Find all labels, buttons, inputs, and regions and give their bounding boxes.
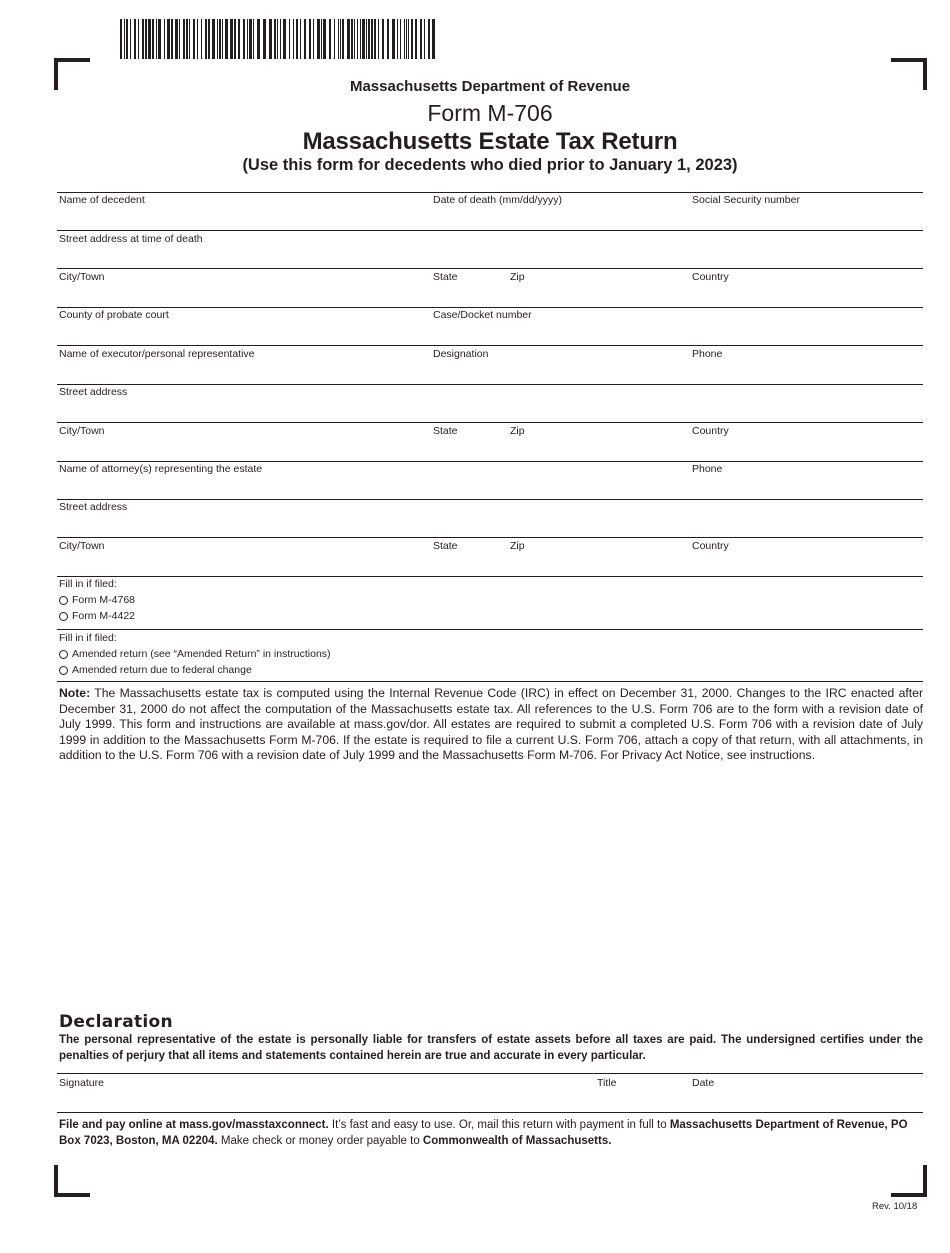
field-rule (57, 499, 923, 500)
decedent-state-field[interactable]: State (433, 271, 458, 283)
decedent-zip-field[interactable]: Zip (510, 271, 525, 283)
executor-country-field[interactable]: Country (692, 425, 729, 437)
amended-federal-change-radio[interactable] (59, 664, 252, 677)
field-rule (57, 192, 923, 193)
amended-heading: Fill in if filed: (59, 632, 117, 644)
executor-zip-field[interactable]: Zip (510, 425, 525, 437)
form-m-4768-radio[interactable] (59, 594, 135, 607)
footer-instructions (59, 1117, 923, 1149)
attorney-city-field[interactable]: City/Town (59, 540, 105, 552)
barcode (120, 19, 438, 59)
attorney-street-field[interactable]: Street address (59, 501, 128, 513)
note-lead: Note: (59, 686, 91, 700)
field-rule (57, 461, 923, 462)
field-rule (57, 1112, 923, 1113)
form-number: Form M-706 (427, 100, 553, 126)
executor-state-field[interactable]: State (433, 425, 458, 437)
decedent-name-field[interactable]: Name of decedent (59, 194, 145, 206)
footer-text-2: Make check or money order payable to (217, 1135, 423, 1147)
decedent-country-field[interactable]: Country (692, 271, 729, 283)
footer-mail-address: Massachusetts Department of Revenue, PO Box 7023, Boston, MA 02204. (59, 1119, 908, 1147)
filed-forms-heading: Fill in if filed: (59, 578, 117, 590)
decedent-street-field[interactable]: Street address at time of death (59, 233, 203, 245)
case-docket-field[interactable]: Case/Docket number (433, 309, 532, 321)
corner-mark-bottom-left (54, 1165, 90, 1197)
attorney-zip-field[interactable]: Zip (510, 540, 525, 552)
attorney-country-field[interactable]: Country (692, 540, 729, 552)
executor-designation-field[interactable]: Designation (433, 348, 489, 360)
executor-name-field[interactable]: Name of executor/personal representative (59, 348, 255, 360)
executor-phone-field[interactable]: Phone (692, 348, 723, 360)
field-rule (57, 681, 923, 682)
county-probate-court-field[interactable]: County of probate court (59, 309, 169, 321)
field-rule (57, 1073, 923, 1074)
radio-circle-icon[interactable] (59, 596, 68, 605)
revision-date: Rev. 10/18 (872, 1201, 918, 1212)
radio-circle-icon[interactable] (59, 666, 68, 675)
footer-text-1: It’s fast and easy to use. Or, mail this return with payment in full to (328, 1119, 670, 1131)
field-rule (57, 629, 923, 630)
field-rule (57, 307, 923, 308)
ssn-field[interactable]: Social Security number (692, 194, 800, 206)
field-rule (57, 537, 923, 538)
field-rule (57, 268, 923, 269)
field-rule (57, 345, 923, 346)
declaration-heading: Declaration (59, 1012, 173, 1032)
radio-circle-icon[interactable] (59, 612, 68, 621)
radio-label: Form M-4768 (72, 594, 136, 606)
date-of-death-field[interactable]: Date of death (mm/dd/yyyy) (433, 194, 562, 206)
field-rule (57, 230, 923, 231)
amended-return-radio[interactable] (59, 648, 331, 661)
form-m-4422-radio[interactable] (59, 610, 135, 623)
field-rule (57, 422, 923, 423)
department-name: Massachusetts Department of Revenue (349, 78, 631, 95)
executor-street-field[interactable]: Street address (59, 386, 128, 398)
field-rule (57, 576, 923, 577)
executor-city-field[interactable]: City/Town (59, 425, 105, 437)
footer-online-link: File and pay online at mass.gov/masstaxconnect. (59, 1119, 329, 1131)
form-subtitle: (Use this form for decedents who died prior to January 1, 2023) (242, 156, 738, 174)
radio-label: Form M-4422 (72, 610, 136, 622)
form-title: Massachusetts Estate Tax Return (302, 128, 678, 155)
radio-label: Amended return (see “Amended Return” in instructions) (72, 648, 331, 660)
signature-field[interactable]: Signature (59, 1077, 104, 1089)
decedent-city-field[interactable]: City/Town (59, 271, 105, 283)
footer-payee: Commonwealth of Massachusetts. (422, 1135, 612, 1147)
declaration-text: The personal representative of the estate is personally liable for transfers of estate assets before all taxes are paid. The undersigned certifies under the penalties of perjury that all items and statements contained herein are true and accurate in every particular. (59, 1034, 923, 1062)
date-field[interactable]: Date (692, 1077, 715, 1089)
attorney-state-field[interactable]: State (433, 540, 458, 552)
radio-label: Amended return due to federal change (72, 664, 252, 676)
attorney-phone-field[interactable]: Phone (692, 463, 723, 475)
corner-mark-bottom-right (891, 1165, 927, 1197)
note-paragraph (59, 686, 923, 764)
radio-circle-icon[interactable] (59, 650, 68, 659)
attorney-name-field[interactable]: Name of attorney(s) representing the estate (59, 463, 263, 475)
field-rule (57, 384, 923, 385)
title-field[interactable]: Title (597, 1077, 617, 1089)
note-text: The Massachusetts estate tax is computed using the Internal Revenue Code (IRC) in effect on December 31, 2000. Changes to the IRC enacted after December 31, 2000 do not affect the computation of the Massachusetts estate tax. All references to the U.S. Form 706 are to the form with a revision date of July 1999. This form and instructions are available at mass.gov/dor. All estates are required to submit a completed U.S. Form 706 with a revision date of July 1999 in addition to the Massachusetts Form M-706. If the estate is required to file a current U.S. Form 706, attach a copy of that return, with all attachments, in addition to the U.S. Form 706 with a revision date of July 1999 and the Massachusetts Form M-706. For Privacy Act Notice, see instructions. (59, 686, 923, 763)
